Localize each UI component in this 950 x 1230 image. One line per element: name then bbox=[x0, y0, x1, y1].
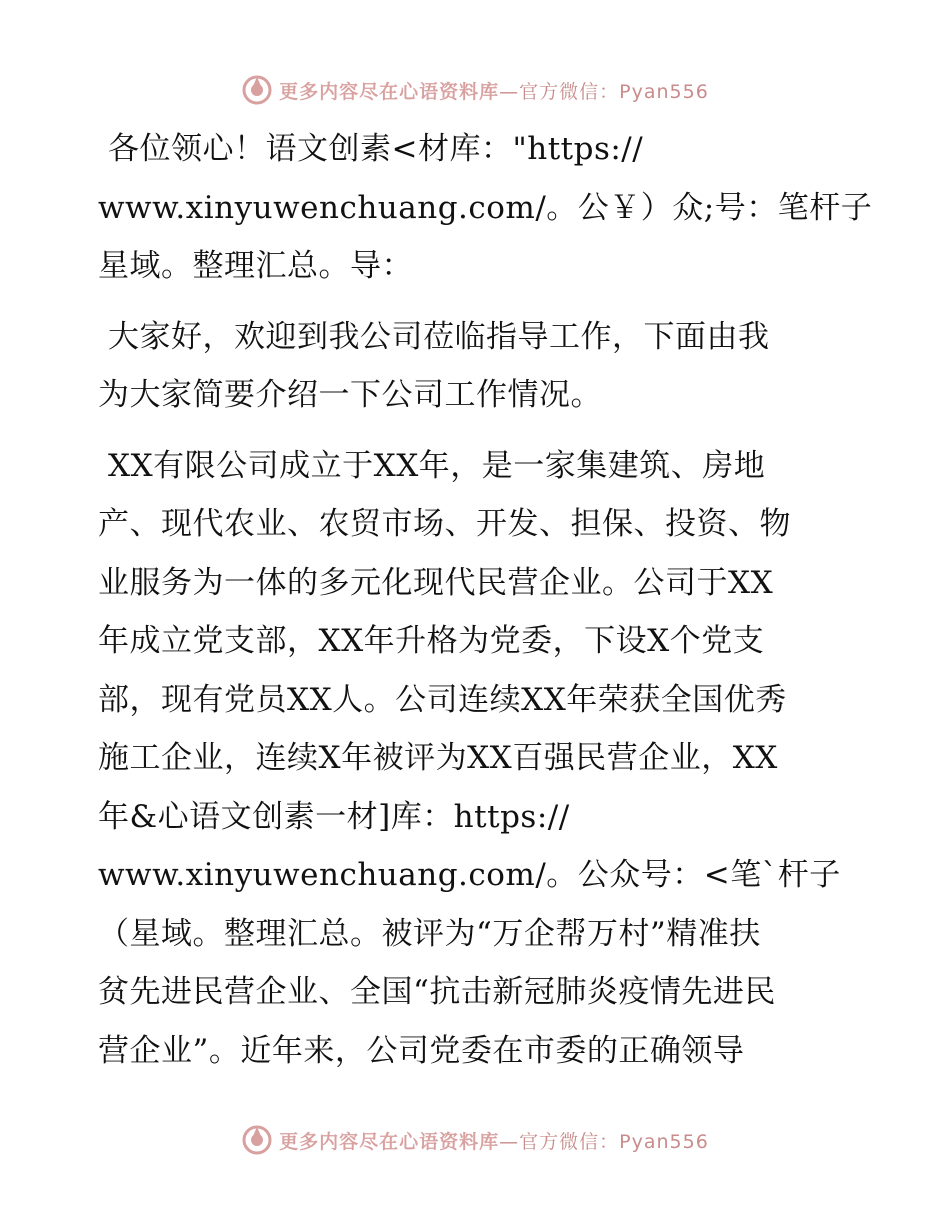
footer-watermark bbox=[0, 1120, 950, 1160]
paragraph-1 bbox=[98, 120, 873, 296]
text-line: 业服务为一体的多元化现代民营企业。公司于XX bbox=[98, 564, 774, 601]
text-line: 年&心语文创素一材]库：https:// bbox=[98, 798, 570, 835]
text-line: （星域。整理汇总。被评为“万企帮万村”精准扶 bbox=[98, 915, 761, 952]
text-line: 星域。整理汇总。导： bbox=[98, 248, 413, 284]
text-line: www.xinyuwenchuang.com/。公￥）众;号：笔杆子 bbox=[98, 189, 873, 226]
logo-icon bbox=[241, 74, 273, 106]
watermark-suffix: —官方微信：Pyan556 bbox=[499, 80, 709, 103]
paragraph-2 bbox=[98, 308, 858, 425]
watermark-prefix: 更多内容尽在心语资料库 bbox=[279, 1130, 500, 1153]
text-line: 大家好，欢迎到我公司莅临指导工作，下面由我 bbox=[108, 318, 770, 355]
text-line: 产、现代农业、农贸市场、开发、担保、投资、物 bbox=[98, 506, 791, 542]
header-watermark bbox=[0, 70, 950, 110]
document-body bbox=[98, 120, 873, 1092]
text-line: XX有限公司成立于XX年，是一家集建筑、房地 bbox=[108, 447, 766, 484]
text-line: 施工企业，连续X年被评为XX百强民营企业，XX bbox=[98, 740, 778, 776]
logo-icon bbox=[241, 1124, 273, 1156]
text-line: 为大家简要介绍一下公司工作情况。 bbox=[98, 377, 602, 413]
text-line: 年成立党支部，XX年升格为党委，下设X个党支 bbox=[98, 623, 765, 659]
text-line: 贫先进民营企业、全国“抗击新冠肺炎疫情先进民 bbox=[98, 974, 776, 1010]
text-line: 营企业”。近年来，公司党委在市委的正确领导 bbox=[98, 1032, 745, 1069]
watermark-prefix: 更多内容尽在心语资料库 bbox=[279, 80, 500, 103]
paragraph-3 bbox=[98, 437, 858, 1081]
text-line: www.xinyuwenchuang.com/。公众号：<笔`杆子 bbox=[98, 857, 841, 893]
watermark-suffix: —官方微信：Pyan556 bbox=[499, 1130, 709, 1153]
text-line: 各位领心！语文创素<材库："https:// bbox=[108, 131, 644, 167]
text-line: 部，现有党员XX人。公司连续XX年荣获全国优秀 bbox=[98, 681, 787, 718]
